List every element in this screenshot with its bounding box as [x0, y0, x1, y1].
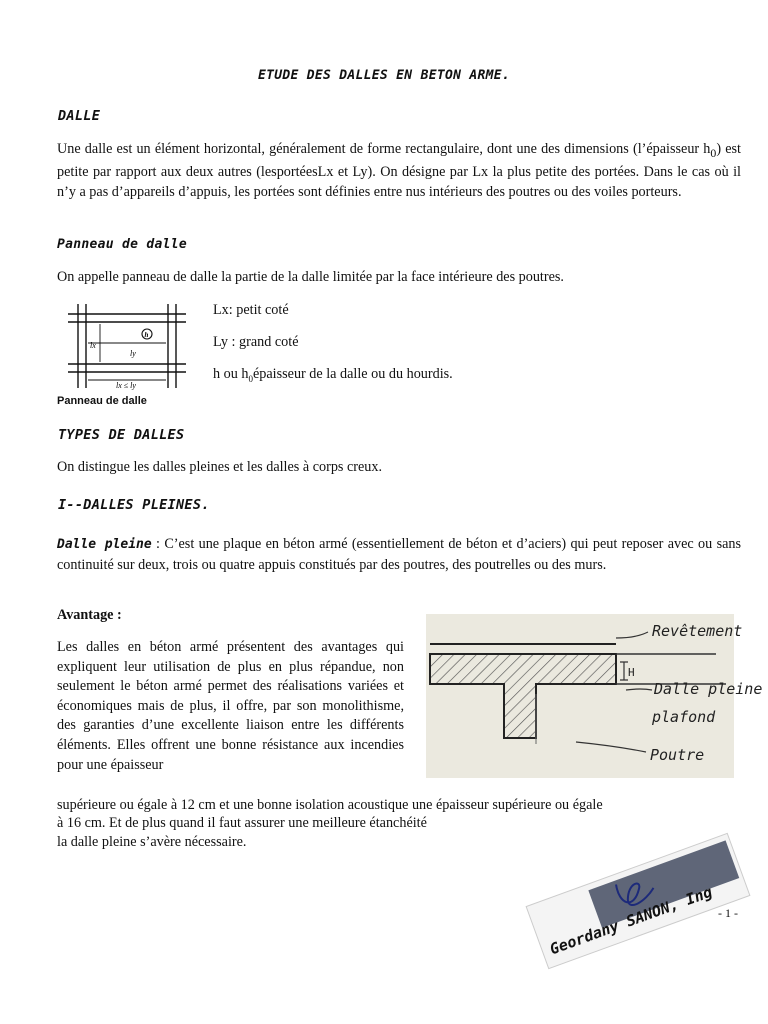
paragraph-avantage-continued-3: la dalle pleine s’avère nécessaire.: [57, 834, 247, 850]
paragraph-types: On distingue les dalles pleines et les dalles à corps creux.: [57, 459, 383, 475]
dalle-subscript: 0: [710, 145, 717, 160]
panneau-diagram: [60, 302, 190, 402]
legend-h-sub: 0: [248, 373, 253, 384]
photo-label-plafond: plafond: [652, 708, 716, 726]
heading-types: TYPES DE DALLES: [58, 427, 185, 443]
stamp-graphic: [526, 833, 750, 968]
paragraph-avantage: Les dalles en béton armé présentent des avantages qui expliquent leur utilisation de plus en plus répandue, non seulement le béton armé permet des réalisations variées et économiques mais de plus, il offre, par son monolithisme, des garanties d’une excellente liaison entre les différents éléments. Elles offrent une bonne résistance aux incendies pour une épaisseur: [57, 639, 404, 773]
legend-lx: Lx: petit coté: [213, 302, 289, 318]
term-dalle-pleine: Dalle pleine: [57, 537, 152, 552]
legend-h-pre: h ou h: [213, 366, 249, 382]
heading-avantage: Avantage :: [57, 607, 122, 623]
fig-label-ly: ly: [130, 349, 136, 358]
dalle-pleine-section-photo: [426, 614, 763, 778]
legend-h-post: épaisseur de la dalle ou du hourdis.: [252, 366, 453, 382]
fig-label-lx: lx: [90, 341, 96, 350]
stamp-text: Geordany SANON, Ing: [547, 882, 715, 959]
fig-label-h: h: [144, 331, 149, 339]
dalle-text-part1: Une dalle est un élément horizontal, généralement de forme rectangulaire, dont une des dimensions (l’épaisseur h: [57, 141, 711, 157]
paragraph-dalle-pleine: [57, 534, 741, 576]
page-number: - 1 -: [718, 906, 738, 920]
figure-caption: Panneau de dalle: [57, 395, 147, 407]
paragraph-dalle: [57, 140, 741, 203]
paragraph-avantage-continued: supérieure ou égale à 12 cm et une bonne isolation acoustique une épaisseur supérieure ou égale: [57, 797, 603, 813]
definition-dalle-pleine: : C’est une plaque en béton armé (essentiellement de béton et d’aciers) qui peut reposer avec ou sans continuité sur deux, trois ou quatre appuis constitués par des poutres, des poutrelles ou des murs.: [57, 536, 742, 573]
heading-dalles-pleines: I--DALLES PLEINES.: [58, 497, 210, 513]
paragraph-panneau: On appelle panneau de dalle la partie de la dalle limitée par la face intérieure des poutres.: [57, 269, 564, 285]
signature-stamp: [526, 833, 750, 968]
paragraph-avantage-continued-2: à 16 cm. Et de plus quand il faut assurer une meilleure étanchéité: [57, 815, 427, 831]
section-drawing: [426, 614, 763, 778]
heading-panneau: Panneau de dalle: [57, 237, 188, 252]
fig-label-rel: lx ≤ ly: [116, 381, 136, 390]
photo-label-revetement: Revêtement: [652, 622, 743, 640]
heading-dalle: DALLE: [58, 108, 101, 124]
legend-h: [213, 366, 453, 384]
photo-label-poutre: Poutre: [650, 746, 705, 764]
legend-ly: Ly : grand coté: [213, 334, 299, 350]
photo-label-h: H: [628, 666, 635, 679]
dalle-text-part2: ) est petite par rapport aux deux autres (lesportéesLx et Ly). On désigne par Lx la plus petite des portées. Dans le cas où il n’y a pas d’appareils d’appuis, les portées sont définies entre nus intérieurs des poutres ou des voiles porteurs.: [57, 141, 741, 201]
document-title: ETUDE DES DALLES EN BETON ARME.: [258, 68, 510, 83]
photo-label-dalle-pleine: Dalle pleine: [654, 680, 763, 698]
